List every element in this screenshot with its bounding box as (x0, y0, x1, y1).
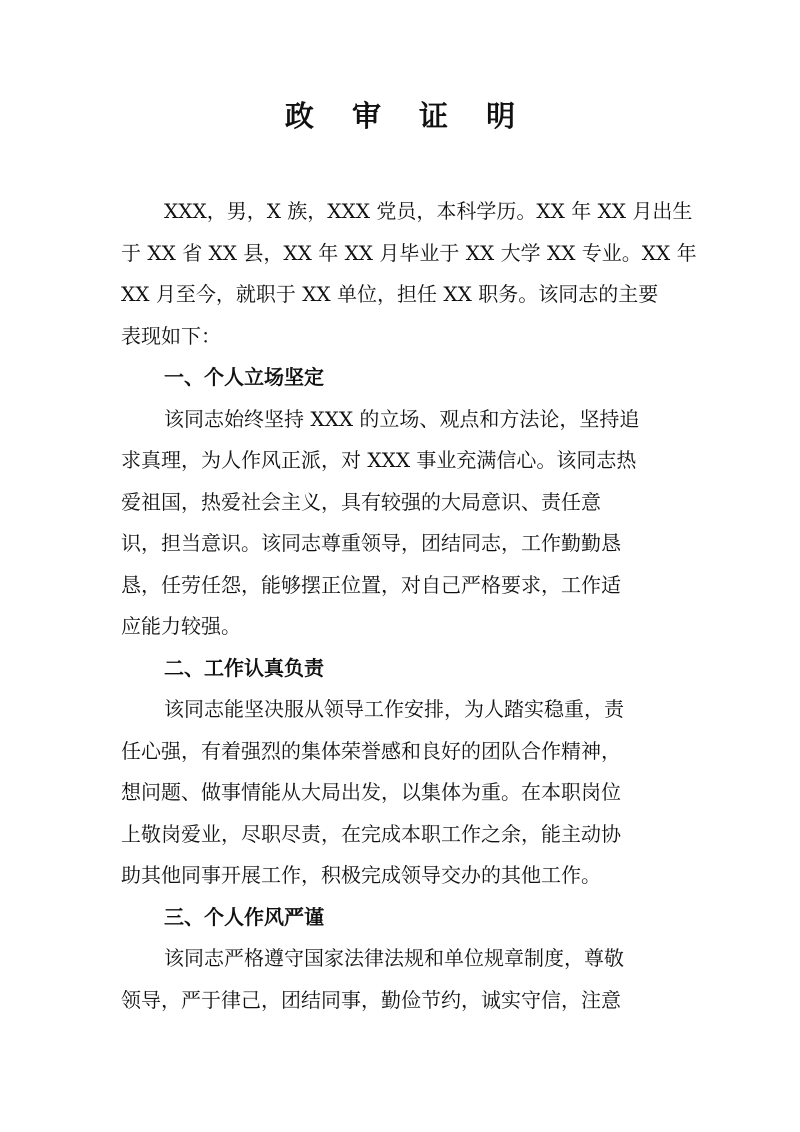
section-heading-1 (121, 357, 681, 399)
text-line: 应能力较强。 (121, 614, 241, 638)
text-line: 该同志始终坚持 XXX 的立场、观点和方法论，坚持追 (164, 406, 640, 431)
text-line: 于 XX 省 XX 县，XX 年 XX 月毕业于 XX 大学 XX 专业。XX 年 (121, 240, 697, 265)
text-line: 上敬岗爱业，尽职尽责，在完成本职工作之余，能主动协 (121, 821, 621, 846)
intro-paragraph (121, 191, 697, 357)
text-line: 任心强，有着强烈的集体荣誉感和良好的团队合作精神， (121, 738, 621, 763)
text-line: 该同志严格遵守国家法律法规和单位规章制度，尊敬 (164, 946, 624, 970)
text-line: 表现如下： (121, 323, 221, 348)
heading-text: 一、个人立场坚定 (164, 365, 324, 389)
text-line: 求真理，为人作风正派，对 XXX 事业充满信心。该同志热 (121, 448, 637, 472)
section-heading-2 (121, 648, 681, 690)
text-line: 爱祖国，热爱社会主义，具有较强的大局意识、责任意 (121, 489, 601, 514)
text-line: 该同志能坚决服从领导工作安排，为人踏实稳重，责 (164, 697, 624, 721)
section-paragraph-1 (121, 399, 681, 648)
document-body (121, 191, 697, 1021)
document-title: 政 审 证 明 (284, 99, 530, 133)
section-paragraph-2 (121, 689, 681, 897)
text-line: 恳，任劳任怨，能够摆正位置，对自己严格要求，工作适 (121, 572, 621, 597)
text-line: 想问题、做事情能从大局出发，以集体为重。在本职岗位 (121, 780, 621, 804)
section-heading-3 (121, 897, 681, 939)
text-line: 识，担当意识。该同志尊重领导，团结同志，工作勤勤恳 (121, 531, 621, 555)
text-line: XX 月至今，就职于 XX 单位，担任 XX 职务。该同志的主要 (121, 282, 659, 306)
text-line: XXX，男，X 族，XXX 党员，本科学历。XX 年 XX 月出生 (164, 199, 693, 223)
text-line: 助其他同事开展工作，积极完成领导交办的其他工作。 (121, 863, 601, 887)
text-line: 领导，严于律己，团结同事，勤俭节约，诚实守信，注意 (121, 987, 621, 1012)
section-paragraph-3 (121, 938, 681, 1021)
heading-text: 三、个人作风严谨 (164, 904, 324, 929)
heading-text: 二、工作认真负责 (164, 655, 324, 680)
